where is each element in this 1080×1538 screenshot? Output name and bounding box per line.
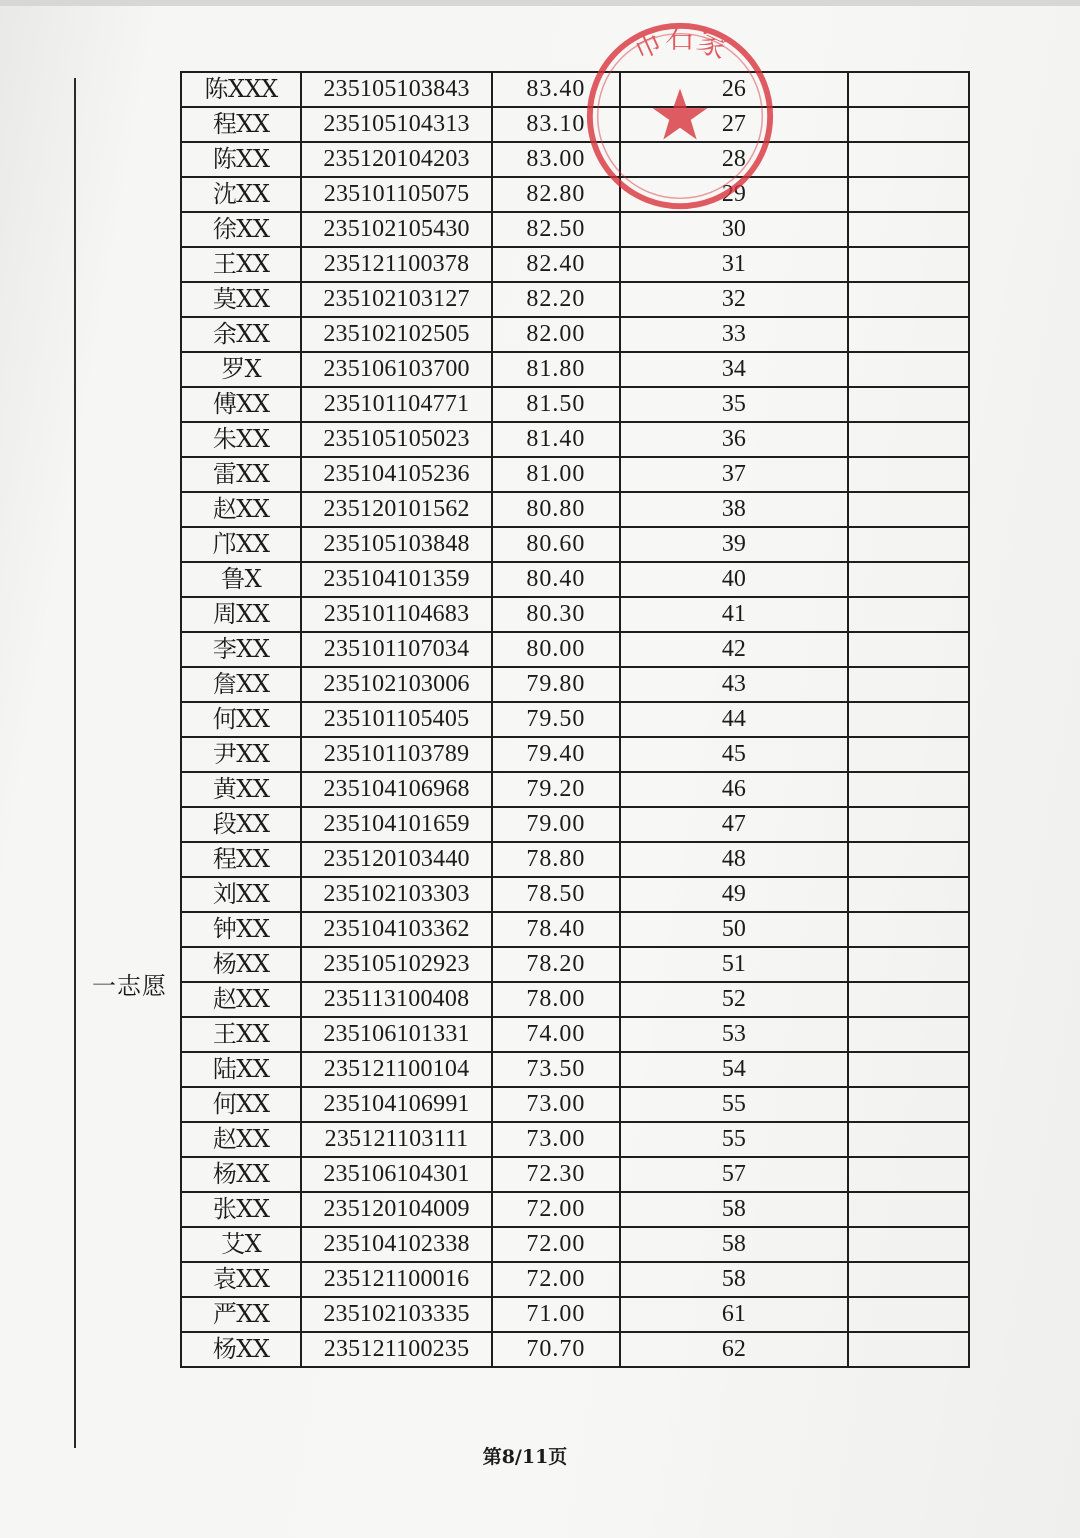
exam-number-cell: 235102103006 [301, 667, 491, 702]
remark-cell [848, 667, 969, 702]
applicant-name-cell: 程XX [181, 842, 301, 877]
applicant-name-cell: 刘XX [181, 877, 301, 912]
table-row [181, 492, 969, 527]
rank-cell: 58 [620, 1262, 848, 1297]
applicant-name-cell: 王XX [181, 1017, 301, 1052]
applicant-name-cell: 沈XX [181, 177, 301, 212]
exam-number-cell: 235121100104 [301, 1052, 491, 1087]
remark-cell [848, 247, 969, 282]
rank-cell: 32 [620, 282, 848, 317]
remark-cell [848, 492, 969, 527]
table-row [181, 912, 969, 947]
applicant-name-cell: 赵XX [181, 1122, 301, 1157]
score-cell: 72.00 [492, 1262, 620, 1297]
applicant-name-cell: 何XX [181, 702, 301, 737]
applicant-name-cell: 杨XX [181, 947, 301, 982]
exam-number-cell: 235121100016 [301, 1262, 491, 1297]
remark-cell [848, 387, 969, 422]
applicant-name-cell: 段XX [181, 807, 301, 842]
score-cell: 83.10 [492, 107, 620, 142]
exam-number-cell: 235121100235 [301, 1332, 491, 1367]
rank-cell: 30 [620, 212, 848, 247]
applicant-name-cell: 傅XX [181, 387, 301, 422]
applicant-name-cell: 鲁X [181, 562, 301, 597]
applicant-name-cell: 詹XX [181, 667, 301, 702]
remark-cell [848, 107, 969, 142]
rank-cell: 28 [620, 142, 848, 177]
table-row [181, 982, 969, 1017]
table-row [181, 1332, 969, 1367]
remark-cell [848, 702, 969, 737]
applicant-name-cell: 尹XX [181, 737, 301, 772]
remark-cell [848, 982, 969, 1017]
applicant-name-cell: 邝XX [181, 527, 301, 562]
table-row [181, 702, 969, 737]
score-cell: 80.60 [492, 527, 620, 562]
table-row [181, 177, 969, 212]
rank-cell: 31 [620, 247, 848, 282]
remark-cell [848, 1332, 969, 1367]
table-row [181, 632, 969, 667]
remark-cell [848, 562, 969, 597]
remark-cell [848, 457, 969, 492]
exam-number-cell: 235101103789 [301, 737, 491, 772]
exam-number-cell: 235106103700 [301, 352, 491, 387]
table-row [181, 282, 969, 317]
rank-cell: 40 [620, 562, 848, 597]
score-cell: 83.00 [492, 142, 620, 177]
rank-cell: 45 [620, 737, 848, 772]
exam-number-cell: 235105102923 [301, 947, 491, 982]
score-cell: 78.00 [492, 982, 620, 1017]
table-row [181, 422, 969, 457]
applicant-name-cell: 雷XX [181, 457, 301, 492]
score-cell: 82.40 [492, 247, 620, 282]
remark-cell [848, 1052, 969, 1087]
rank-cell: 55 [620, 1122, 848, 1157]
score-cell: 72.00 [492, 1227, 620, 1262]
remark-cell [848, 912, 969, 947]
table-row [181, 142, 969, 177]
rank-cell: 29 [620, 177, 848, 212]
exam-number-cell: 235101104683 [301, 597, 491, 632]
table-row [181, 877, 969, 912]
score-cell: 72.00 [492, 1192, 620, 1227]
applicant-name-cell: 袁XX [181, 1262, 301, 1297]
score-cell: 81.80 [492, 352, 620, 387]
remark-cell [848, 1227, 969, 1262]
score-cell: 78.50 [492, 877, 620, 912]
applicant-name-cell: 艾X [181, 1227, 301, 1262]
exam-number-cell: 235101105405 [301, 702, 491, 737]
rank-cell: 39 [620, 527, 848, 562]
applicant-name-cell: 杨XX [181, 1332, 301, 1367]
rank-cell: 48 [620, 842, 848, 877]
remark-cell [848, 807, 969, 842]
table-row [181, 737, 969, 772]
exam-number-cell: 235104102338 [301, 1227, 491, 1262]
rank-cell: 26 [620, 72, 848, 107]
remark-cell [848, 1087, 969, 1122]
rank-cell: 50 [620, 912, 848, 947]
remark-cell [848, 352, 969, 387]
score-cell: 79.50 [492, 702, 620, 737]
table-row [181, 527, 969, 562]
score-cell: 79.00 [492, 807, 620, 842]
score-cell: 78.40 [492, 912, 620, 947]
exam-number-cell: 235104103362 [301, 912, 491, 947]
exam-number-cell: 235120101562 [301, 492, 491, 527]
remark-cell [848, 282, 969, 317]
score-cell: 81.50 [492, 387, 620, 422]
remark-cell [848, 212, 969, 247]
applicant-name-cell: 黄XX [181, 772, 301, 807]
exam-number-cell: 235101104771 [301, 387, 491, 422]
score-cell: 80.00 [492, 632, 620, 667]
remark-cell [848, 877, 969, 912]
exam-number-cell: 235102102505 [301, 317, 491, 352]
score-cell: 78.80 [492, 842, 620, 877]
score-cell: 82.50 [492, 212, 620, 247]
exam-number-cell: 235106101331 [301, 1017, 491, 1052]
remark-cell [848, 527, 969, 562]
exam-number-cell: 235121103111 [301, 1122, 491, 1157]
table-row [181, 1052, 969, 1087]
table-row [181, 1087, 969, 1122]
score-cell: 79.80 [492, 667, 620, 702]
table-row [181, 1297, 969, 1332]
table-row [181, 247, 969, 282]
table-row [181, 107, 969, 142]
table-row [181, 772, 969, 807]
page-number: 第8/11页 [482, 1446, 568, 1468]
rank-cell: 57 [620, 1157, 848, 1192]
applicant-name-cell: 钟XX [181, 912, 301, 947]
score-cell: 81.40 [492, 422, 620, 457]
applicant-name-cell: 何XX [181, 1087, 301, 1122]
exam-number-cell: 235120104009 [301, 1192, 491, 1227]
exam-number-cell: 235102103127 [301, 282, 491, 317]
rank-cell: 34 [620, 352, 848, 387]
rank-cell: 51 [620, 947, 848, 982]
rank-cell: 58 [620, 1192, 848, 1227]
remark-cell [848, 947, 969, 982]
table-row [181, 212, 969, 247]
rank-cell: 35 [620, 387, 848, 422]
score-cell: 79.40 [492, 737, 620, 772]
table-row [181, 1017, 969, 1052]
remark-cell [848, 772, 969, 807]
exam-number-cell: 235104101659 [301, 807, 491, 842]
remark-cell [848, 737, 969, 772]
exam-number-cell: 235104105236 [301, 457, 491, 492]
table-row [181, 457, 969, 492]
rank-cell: 37 [620, 457, 848, 492]
remark-cell [848, 317, 969, 352]
rank-cell: 27 [620, 107, 848, 142]
applicant-name-cell: 赵XX [181, 492, 301, 527]
results-table [180, 71, 970, 1368]
exam-number-cell: 235105103843 [301, 72, 491, 107]
category-column-rule [74, 78, 76, 1448]
score-cell: 82.80 [492, 177, 620, 212]
score-cell: 81.00 [492, 457, 620, 492]
remark-cell [848, 842, 969, 877]
exam-number-cell: 235102103303 [301, 877, 491, 912]
rank-cell: 52 [620, 982, 848, 1017]
remark-cell [848, 142, 969, 177]
applicant-name-cell: 朱XX [181, 422, 301, 457]
remark-cell [848, 1157, 969, 1192]
score-cell: 73.00 [492, 1122, 620, 1157]
applicant-name-cell: 赵XX [181, 982, 301, 1017]
exam-number-cell: 235120103440 [301, 842, 491, 877]
rank-cell: 41 [620, 597, 848, 632]
applicant-name-cell: 程XX [181, 107, 301, 142]
table-row [181, 562, 969, 597]
exam-number-cell: 235102105430 [301, 212, 491, 247]
remark-cell [848, 597, 969, 632]
remark-cell [848, 72, 969, 107]
rank-cell: 55 [620, 1087, 848, 1122]
applicant-name-cell: 陆XX [181, 1052, 301, 1087]
exam-number-cell: 235104101359 [301, 562, 491, 597]
rank-cell: 42 [620, 632, 848, 667]
table-row [181, 1192, 969, 1227]
exam-number-cell: 235102103335 [301, 1297, 491, 1332]
rank-cell: 58 [620, 1227, 848, 1262]
exam-number-cell: 235101105075 [301, 177, 491, 212]
rank-cell: 47 [620, 807, 848, 842]
table-row [181, 72, 969, 107]
rank-cell: 33 [620, 317, 848, 352]
rank-cell: 49 [620, 877, 848, 912]
table-row [181, 807, 969, 842]
score-cell: 83.40 [492, 72, 620, 107]
score-cell: 71.00 [492, 1297, 620, 1332]
results-table-body [181, 72, 969, 1367]
exam-number-cell: 235104106968 [301, 772, 491, 807]
table-row [181, 317, 969, 352]
exam-number-cell: 235105103848 [301, 527, 491, 562]
score-cell: 79.20 [492, 772, 620, 807]
category-label: 一志愿 [92, 972, 167, 1000]
seal-text: 市石家 [626, 20, 734, 67]
remark-cell [848, 1122, 969, 1157]
exam-number-cell: 235105105023 [301, 422, 491, 457]
remark-cell [848, 177, 969, 212]
score-cell: 74.00 [492, 1017, 620, 1052]
rank-cell: 38 [620, 492, 848, 527]
exam-number-cell: 235106104301 [301, 1157, 491, 1192]
table-row [181, 1262, 969, 1297]
table-row [181, 842, 969, 877]
remark-cell [848, 1192, 969, 1227]
exam-number-cell: 235113100408 [301, 982, 491, 1017]
rank-cell: 62 [620, 1332, 848, 1367]
rank-cell: 44 [620, 702, 848, 737]
score-cell: 82.20 [492, 282, 620, 317]
applicant-name-cell: 徐XX [181, 212, 301, 247]
rank-cell: 43 [620, 667, 848, 702]
score-cell: 73.00 [492, 1087, 620, 1122]
applicant-name-cell: 陈XX [181, 142, 301, 177]
exam-number-cell: 235105104313 [301, 107, 491, 142]
score-cell: 70.70 [492, 1332, 620, 1367]
score-cell: 80.80 [492, 492, 620, 527]
applicant-name-cell: 王XX [181, 247, 301, 282]
rank-cell: 46 [620, 772, 848, 807]
paper-top-edge [0, 0, 1080, 6]
score-cell: 80.30 [492, 597, 620, 632]
applicant-name-cell: 莫XX [181, 282, 301, 317]
table-row [181, 1122, 969, 1157]
remark-cell [848, 1262, 969, 1297]
remark-cell [848, 1017, 969, 1052]
score-cell: 73.50 [492, 1052, 620, 1087]
applicant-name-cell: 张XX [181, 1192, 301, 1227]
applicant-name-cell: 陈XXX [181, 72, 301, 107]
table-row [181, 667, 969, 702]
table-row [181, 947, 969, 982]
rank-cell: 36 [620, 422, 848, 457]
table-row [181, 1157, 969, 1192]
rank-cell: 61 [620, 1297, 848, 1332]
applicant-name-cell: 余XX [181, 317, 301, 352]
applicant-name-cell: 罗X [181, 352, 301, 387]
applicant-name-cell: 严XX [181, 1297, 301, 1332]
remark-cell [848, 632, 969, 667]
exam-number-cell: 235121100378 [301, 247, 491, 282]
applicant-name-cell: 杨XX [181, 1157, 301, 1192]
exam-number-cell: 235104106991 [301, 1087, 491, 1122]
table-row [181, 387, 969, 422]
score-cell: 72.30 [492, 1157, 620, 1192]
score-cell: 82.00 [492, 317, 620, 352]
rank-cell: 54 [620, 1052, 848, 1087]
applicant-name-cell: 李XX [181, 632, 301, 667]
score-cell: 80.40 [492, 562, 620, 597]
score-cell: 78.20 [492, 947, 620, 982]
exam-number-cell: 235101107034 [301, 632, 491, 667]
table-row [181, 597, 969, 632]
exam-number-cell: 235120104203 [301, 142, 491, 177]
remark-cell [848, 1297, 969, 1332]
applicant-name-cell: 周XX [181, 597, 301, 632]
remark-cell [848, 422, 969, 457]
table-row [181, 1227, 969, 1262]
table-row [181, 352, 969, 387]
rank-cell: 53 [620, 1017, 848, 1052]
